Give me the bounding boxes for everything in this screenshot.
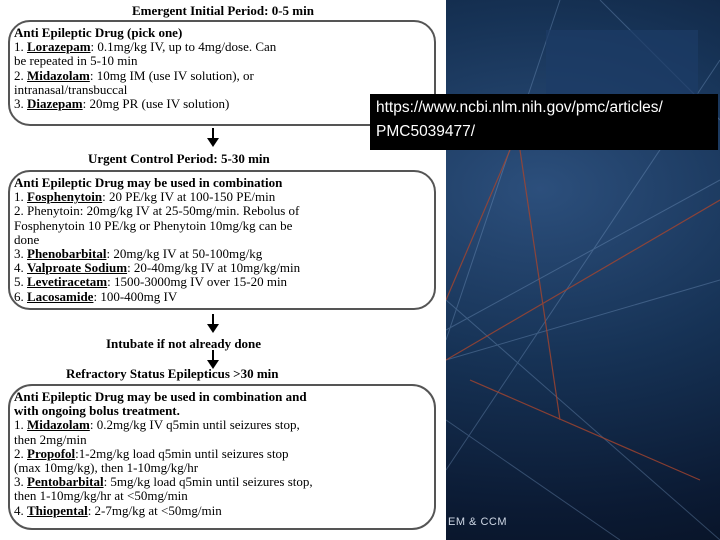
drug-dosage: :1-2mg/kg load q5min until seizures stop: [75, 445, 289, 461]
box1-items: [14, 40, 426, 111]
drug-dosage: : 20-40mg/kg IV at 10mg/kg/min: [127, 260, 301, 276]
list-item: [14, 461, 426, 475]
list-item: [14, 433, 426, 447]
footer-label: EM & CCM: [448, 516, 507, 528]
list-item: [14, 261, 426, 275]
list-item: [14, 475, 426, 489]
list-item: [14, 69, 426, 83]
stage2-title: Urgent Control Period: 5-30 min: [88, 151, 270, 166]
item-number: 3.: [14, 96, 27, 112]
item-continuation: then 1-10mg/kg/hr at <50mg/min: [14, 488, 188, 504]
list-item: [14, 489, 426, 503]
drug-dosage: : 1500-3000mg IV over 15-20 min: [107, 274, 288, 290]
list-item: [14, 447, 426, 461]
box2-heading: Anti Epileptic Drug may be used in combination: [14, 175, 283, 190]
box3-items: [14, 418, 426, 517]
list-item: [14, 233, 426, 247]
list-item: [14, 54, 426, 68]
item-continuation: Fosphenytoin 10 PE/kg or Phenytoin 10mg/kg can be: [14, 217, 293, 233]
drug-dosage: : 20mg/kg IV at 50-100mg/kg: [106, 246, 263, 262]
item-number: 4.: [14, 502, 27, 518]
intubate-text: Intubate if not already done: [106, 336, 262, 351]
item-continuation: intranasal/transbuccal: [14, 81, 128, 97]
url-line-2: PMC5039477/: [376, 123, 476, 140]
item-number: 4.: [14, 260, 27, 276]
list-item: [14, 83, 426, 97]
item-number: 3.: [14, 246, 27, 262]
item-number: 2.: [14, 203, 27, 219]
item-continuation: (max 10mg/kg), then 1-10mg/kg/hr: [14, 460, 199, 476]
drug-name: Propofol: [27, 445, 76, 461]
item-number: 2.: [14, 445, 27, 461]
drug-name: Fosphenytoin: [27, 189, 103, 205]
item-number: 1.: [14, 39, 27, 55]
item-number: 1.: [14, 417, 27, 433]
drug-dosage: Phenytoin: 20mg/kg IV at 25-50mg/min. Rebolus of: [27, 203, 300, 219]
list-item: [14, 504, 426, 518]
item-number: 6.: [14, 288, 27, 304]
list-item: [14, 219, 426, 233]
item-continuation: done: [14, 231, 40, 247]
stage3-title: Refractory Status Epilepticus >30 min: [66, 366, 279, 381]
stage1-title: Emergent Initial Period: 0-5 min: [132, 3, 314, 18]
drug-name: Lacosamide: [27, 288, 94, 304]
list-item: [14, 40, 426, 54]
item-continuation: then 2mg/min: [14, 431, 87, 447]
list-item: [14, 97, 426, 111]
list-item: [14, 247, 426, 261]
drug-name: Diazepam: [27, 96, 83, 112]
box-urgent-control: [8, 170, 436, 310]
list-item: [14, 275, 426, 289]
drug-name: Midazolam: [27, 417, 90, 433]
item-continuation: be repeated in 5-10 min: [14, 53, 138, 69]
drug-dosage: : 5mg/kg load q5min until seizures stop,: [103, 474, 313, 490]
box2-items: [14, 190, 426, 304]
arrow-down-icon: [205, 128, 221, 148]
list-item: [14, 204, 426, 218]
item-number: 3.: [14, 474, 27, 490]
item-number: 1.: [14, 189, 27, 205]
list-item: [14, 290, 426, 304]
drug-name: Levetiracetam: [27, 274, 108, 290]
drug-name: Phenobarbital: [27, 246, 107, 262]
drug-dosage: : 10mg IM (use IV solution), or: [89, 67, 254, 83]
source-url-caption: [370, 94, 718, 150]
drug-dosage: : 20 PE/kg IV at 100-150 PE/min: [102, 189, 276, 205]
drug-dosage: : 20mg PR (use IV solution): [82, 96, 230, 112]
list-item: [14, 418, 426, 432]
box3-heading-2: with ongoing bolus treatment.: [14, 403, 180, 419]
drug-name: Valproate Sodium: [27, 260, 128, 276]
item-number: 2.: [14, 67, 27, 83]
box3-heading-1: Anti Epileptic Drug may be used in combination and: [14, 389, 307, 404]
drug-dosage: : 0.2mg/kg IV q5min until seizures stop,: [89, 417, 300, 433]
box1-heading: Anti Epileptic Drug (pick one): [14, 25, 183, 40]
box-refractory: [8, 384, 436, 530]
drug-name: Lorazepam: [27, 39, 91, 55]
drug-dosage: : 2-7mg/kg at <50mg/min: [87, 502, 222, 518]
arrow-down-icon: [205, 314, 221, 334]
url-line-1: https://www.ncbi.nlm.nih.gov/pmc/articles/: [376, 99, 663, 116]
item-number: 5.: [14, 274, 27, 290]
drug-dosage: : 100-400mg IV: [93, 288, 178, 304]
drug-name: Midazolam: [27, 67, 90, 83]
drug-name: Pentobarbital: [27, 474, 104, 490]
drug-dosage: : 0.1mg/kg IV, up to 4mg/dose. Can: [90, 39, 277, 55]
list-item: [14, 190, 426, 204]
drug-name: Thiopental: [27, 502, 88, 518]
